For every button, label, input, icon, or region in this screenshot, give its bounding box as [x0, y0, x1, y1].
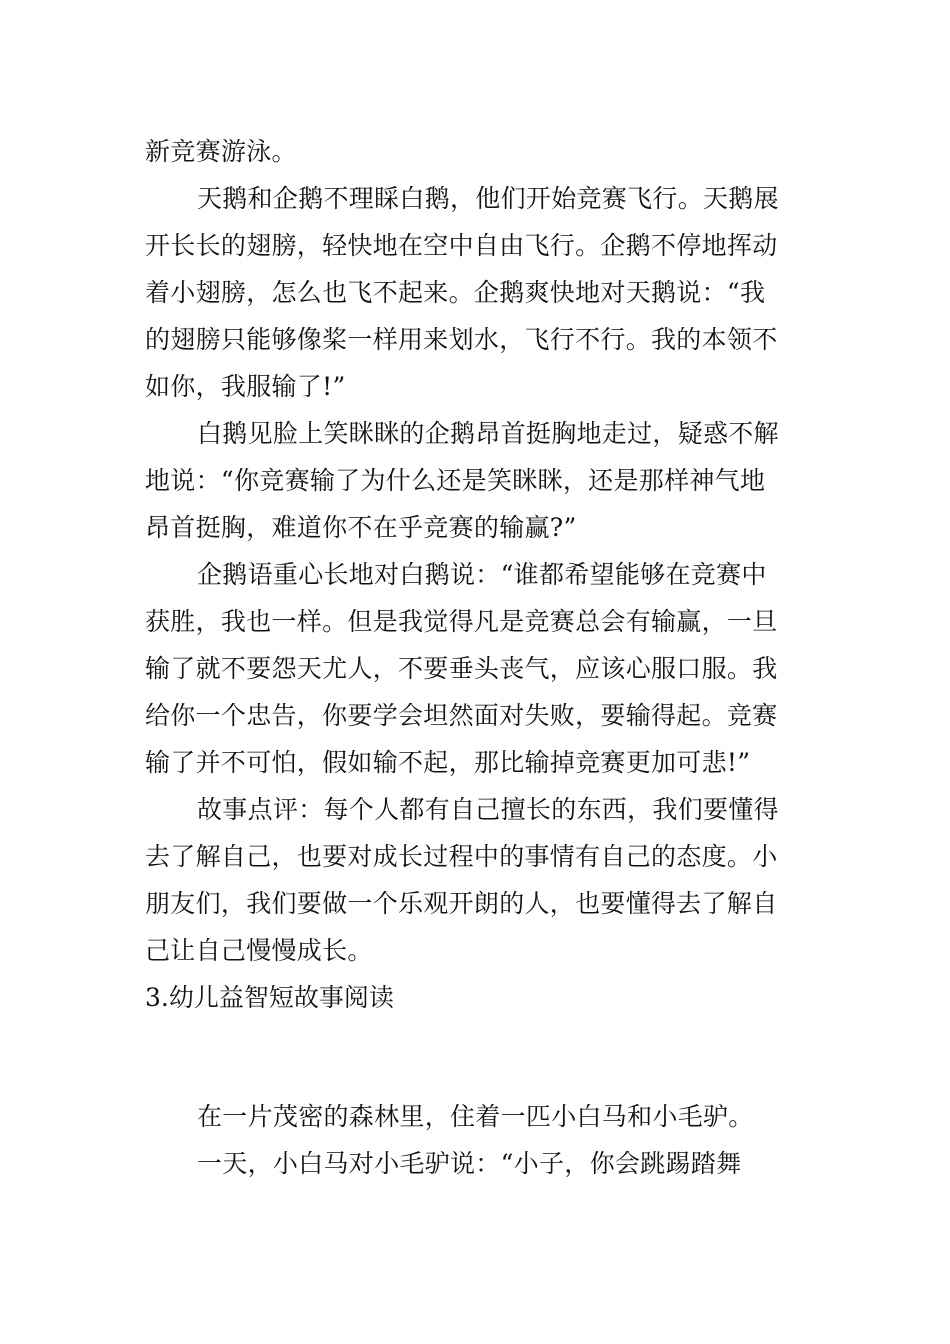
document-page [145, 128, 807, 1187]
paragraph-line: 昂首挺胸，难道你不在乎竞赛的输赢?” [145, 513, 577, 542]
paragraph-line: 故事点评：每个人都有自己擅长的东西，我们要懂得 [197, 795, 779, 824]
paragraph-line: 地说：“你竞赛输了为什么还是笑眯眯，还是那样神气地 [145, 466, 766, 495]
paragraph-line: 企鹅语重心长地对白鹅说：“谁都希望能够在竞赛中 [197, 560, 767, 589]
paragraph-line: 白鹅见脸上笑眯眯的企鹅昂首挺胸地走过，疑惑不解 [197, 419, 779, 448]
paragraph-line: 输了并不可怕，假如输不起，那比输掉竞赛更加可悲!” [145, 748, 751, 777]
paragraph-line: 去了解自己，也要对成长过程中的事情有自己的态度。小 [145, 842, 778, 871]
paragraph-line: 朋友们，我们要做一个乐观开朗的人，也要懂得去了解自 [145, 889, 778, 918]
paragraph-line: 给你一个忠告，你要学会坦然面对失败，要输得起。竞赛 [145, 701, 778, 730]
paragraph-line: 己让自己慢慢成长。 [145, 936, 373, 965]
paragraph-line: 着小翅膀，怎么也飞不起来。企鹅爽快地对天鹅说：“我 [145, 278, 766, 307]
paragraph-line: 获胜，我也一样。但是我觉得凡是竞赛总会有输赢，一旦 [145, 607, 778, 636]
paragraph-line: 在一片茂密的森林里，住着一匹小白马和小毛驴。 [197, 1102, 754, 1131]
paragraph-line: 天鹅和企鹅不理睬白鹅，他们开始竞赛飞行。天鹅展 [197, 184, 779, 213]
paragraph-line: 如你，我服输了!” [145, 372, 346, 401]
paragraph-line: 新竞赛游泳。 [145, 137, 297, 166]
paragraph-line: 开长长的翅膀，轻快地在空中自由飞行。企鹅不停地挥动 [145, 231, 778, 260]
paragraph-line: 输了就不要怨天尤人，不要垂头丧气，应该心服口服。我 [145, 654, 778, 683]
paragraph-line: 的翅膀只能够像桨一样用来划水，飞行不行。我的本领不 [145, 325, 778, 354]
paragraph-line: 一天，小白马对小毛驴说：“小子，你会跳踢踏舞 [197, 1149, 742, 1178]
blank-space [145, 1021, 807, 1093]
section-heading: 3.幼儿益智短故事阅读 [145, 983, 394, 1012]
